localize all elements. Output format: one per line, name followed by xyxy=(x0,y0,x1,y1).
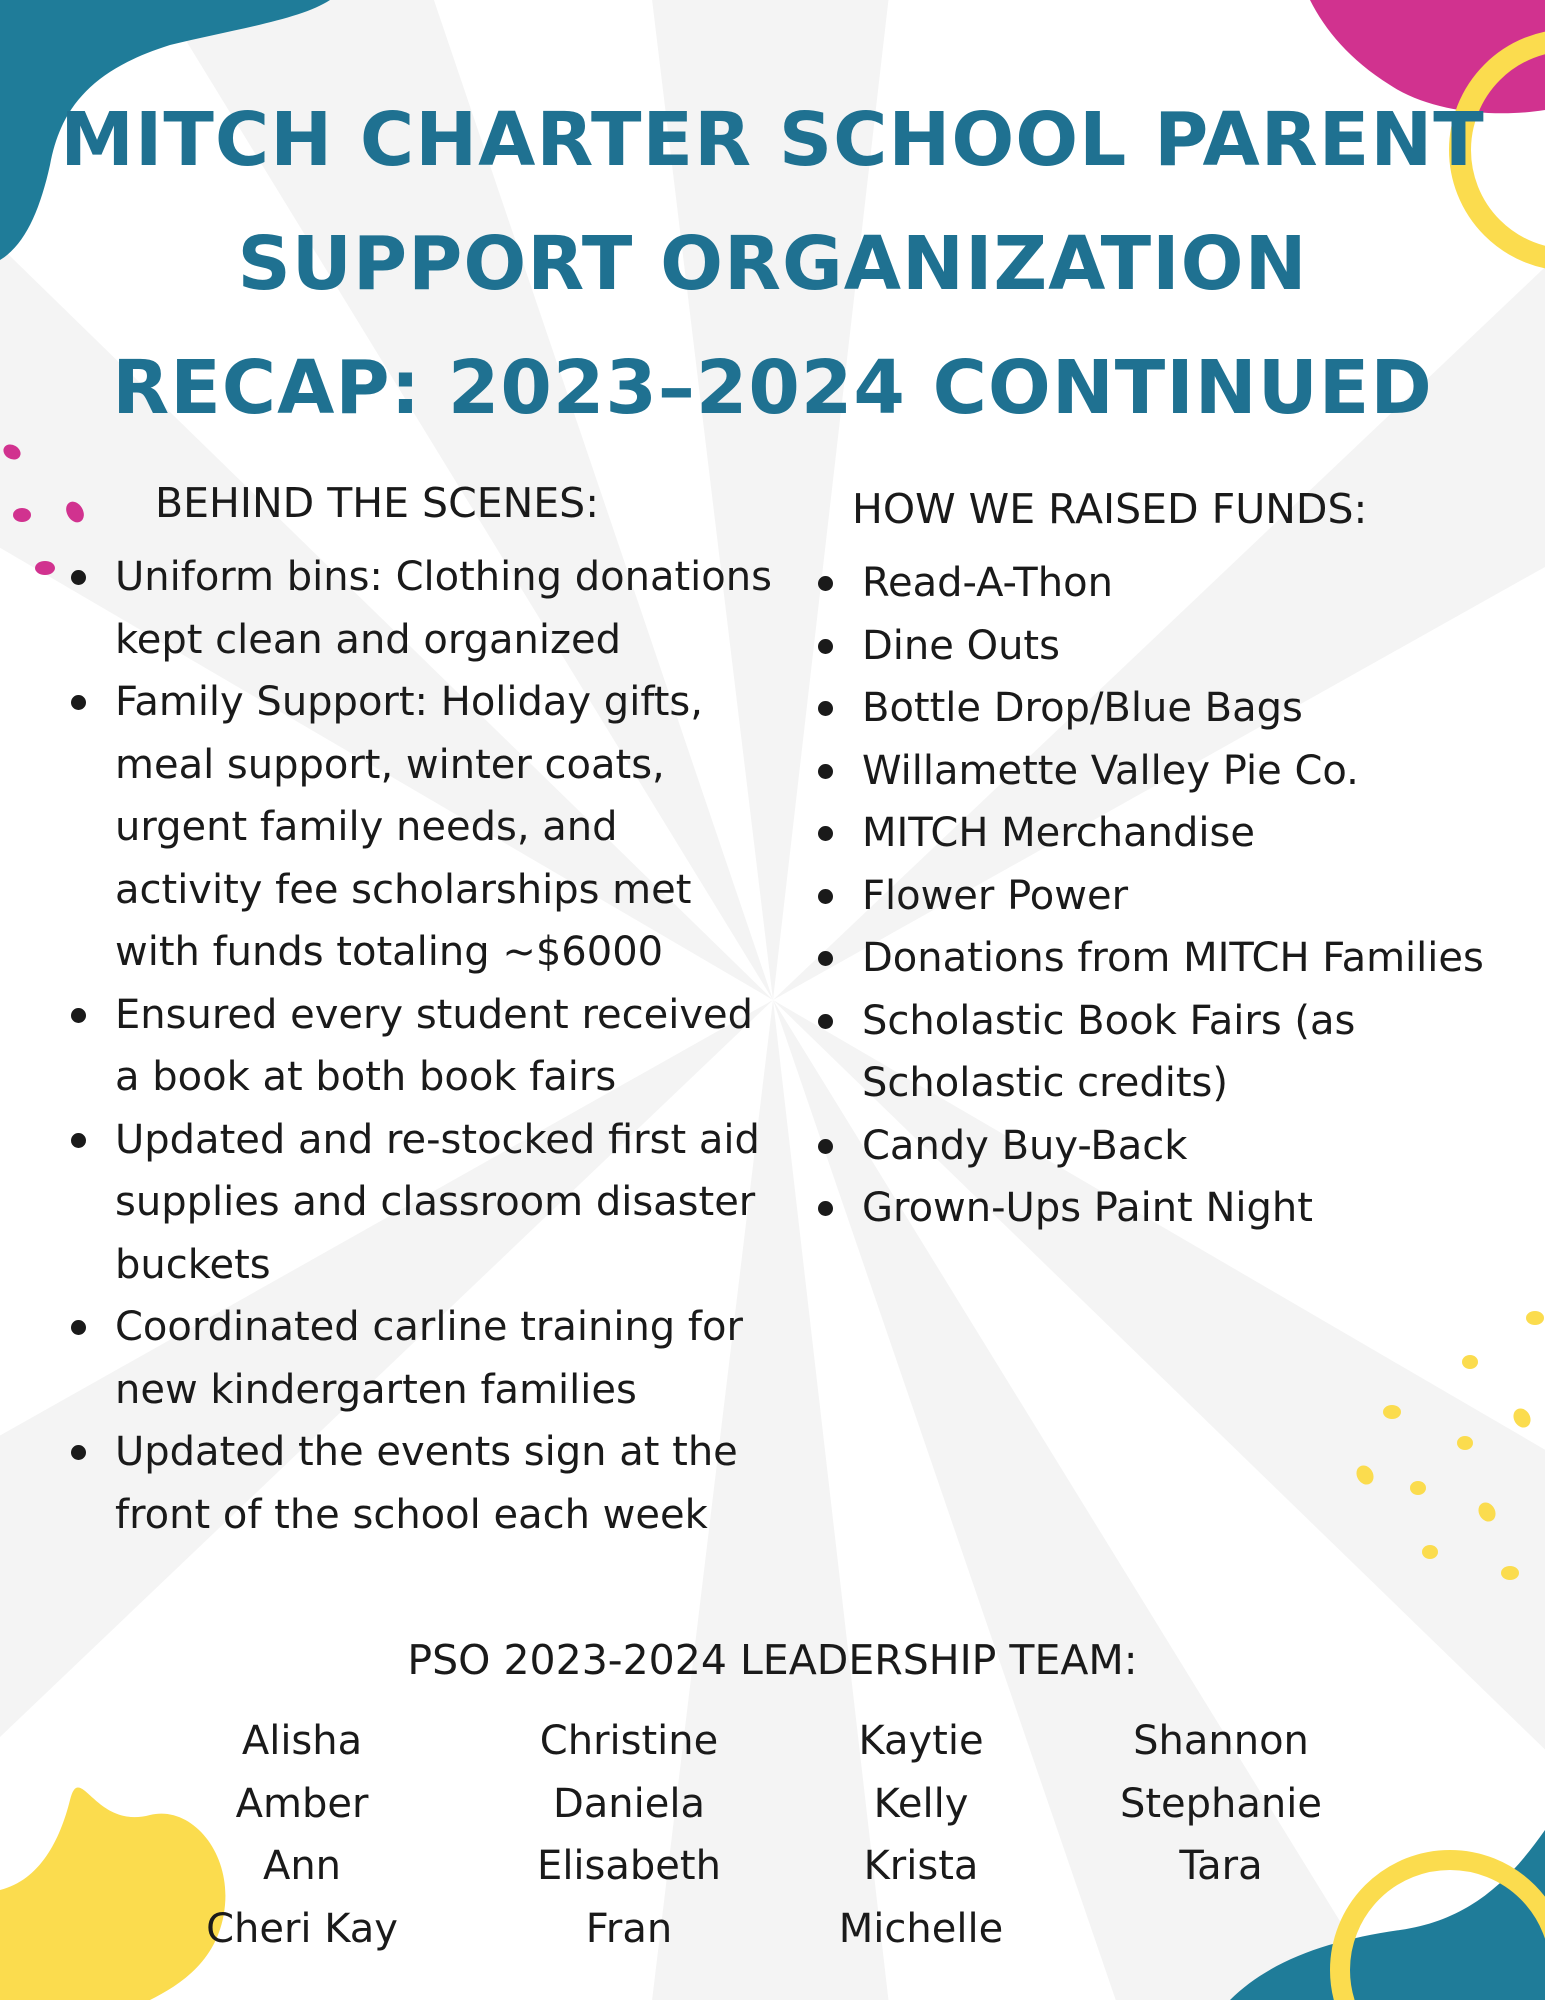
team-member: Daniela xyxy=(552,1780,705,1827)
bullet-icon xyxy=(818,639,833,654)
bullet-icon xyxy=(818,1014,833,1029)
leadership-heading: PSO 2023-2024 LEADERSHIP TEAM: xyxy=(407,1636,1138,1684)
list-item: Uniform bins: Clothing donations kept clean and organized xyxy=(115,546,775,671)
bullet-icon xyxy=(818,1139,833,1154)
bullet-icon xyxy=(71,1133,86,1148)
team-member: Krista xyxy=(863,1843,979,1889)
leadership-column-2 xyxy=(479,1710,779,1960)
list-item: Coordinated carline training for new kindergarten families xyxy=(115,1296,775,1421)
bullet-icon xyxy=(71,1008,86,1023)
list-item: Candy Buy-Back xyxy=(862,1115,1502,1178)
list-item: Updated and re-stocked first aid supplies and classroom disaster buckets xyxy=(115,1109,775,1297)
title-line-2: SUPPORT ORGANIZATION xyxy=(237,221,1308,307)
fundraising-section xyxy=(852,484,1502,1240)
team-member: Cheri Kay xyxy=(206,1905,398,1952)
team-member: Stephanie xyxy=(1119,1780,1322,1827)
list-item: MITCH Merchandise xyxy=(862,802,1502,865)
team-member: Kelly xyxy=(873,1780,969,1827)
bullet-icon xyxy=(71,695,86,710)
bullet-icon xyxy=(818,826,833,841)
team-member: Ann xyxy=(262,1843,342,1889)
list-item: Read-A-Thon xyxy=(862,552,1502,615)
bullet-icon xyxy=(71,570,86,585)
list-item: Updated the events sign at the front of the school each week xyxy=(115,1421,775,1546)
team-member: Tara xyxy=(1179,1843,1263,1889)
page-title xyxy=(60,78,1485,450)
behind-the-scenes-list xyxy=(115,546,775,1546)
fundraising-list xyxy=(862,552,1502,1240)
bullet-icon xyxy=(818,951,833,966)
list-item: Donations from MITCH Families xyxy=(862,927,1502,990)
bullet-icon xyxy=(818,701,833,716)
behind-the-scenes-section xyxy=(115,478,775,1546)
bullet-icon xyxy=(818,576,833,591)
leadership-column-4 xyxy=(1071,1710,1371,1898)
title-line-3: RECAP: 2023–2024 CONTINUED xyxy=(112,345,1433,431)
bullet-icon xyxy=(71,1320,86,1335)
list-item: Grown-Ups Paint Night xyxy=(862,1177,1502,1240)
team-member: Amber xyxy=(235,1780,369,1827)
fundraising-heading: HOW WE RAISED FUNDS: xyxy=(852,485,1368,533)
behind-the-scenes-heading: BEHIND THE SCENES: xyxy=(155,479,600,527)
team-member: Shannon xyxy=(1133,1718,1309,1764)
list-item: Ensured every student received a book at both book fairs xyxy=(115,984,775,1109)
bullet-icon xyxy=(818,764,833,779)
bullet-icon xyxy=(818,1201,833,1216)
list-item: Flower Power xyxy=(862,865,1502,928)
leadership-column-3 xyxy=(771,1710,1071,1960)
list-item: Family Support: Holiday gifts, meal support, winter coats, urgent family needs, and activity fee scholarships met with funds totaling ~$6000 xyxy=(115,671,775,984)
team-member: Elisabeth xyxy=(537,1843,721,1889)
team-member: Fran xyxy=(585,1905,673,1952)
team-member: Kaytie xyxy=(858,1718,984,1764)
list-item: Willamette Valley Pie Co. xyxy=(862,740,1502,803)
team-member: Michelle xyxy=(838,1905,1004,1952)
bullet-icon xyxy=(818,889,833,904)
title-line-1: MITCH CHARTER SCHOOL PARENT xyxy=(60,97,1485,183)
bullet-icon xyxy=(71,1445,86,1460)
list-item: Dine Outs xyxy=(862,615,1502,678)
leadership-column-1 xyxy=(152,1710,452,1960)
list-item: Scholastic Book Fairs (as Scholastic credits) xyxy=(862,990,1502,1115)
list-item: Bottle Drop/Blue Bags xyxy=(862,677,1502,740)
team-member: Alisha xyxy=(241,1718,363,1764)
team-member: Christine xyxy=(539,1718,719,1764)
